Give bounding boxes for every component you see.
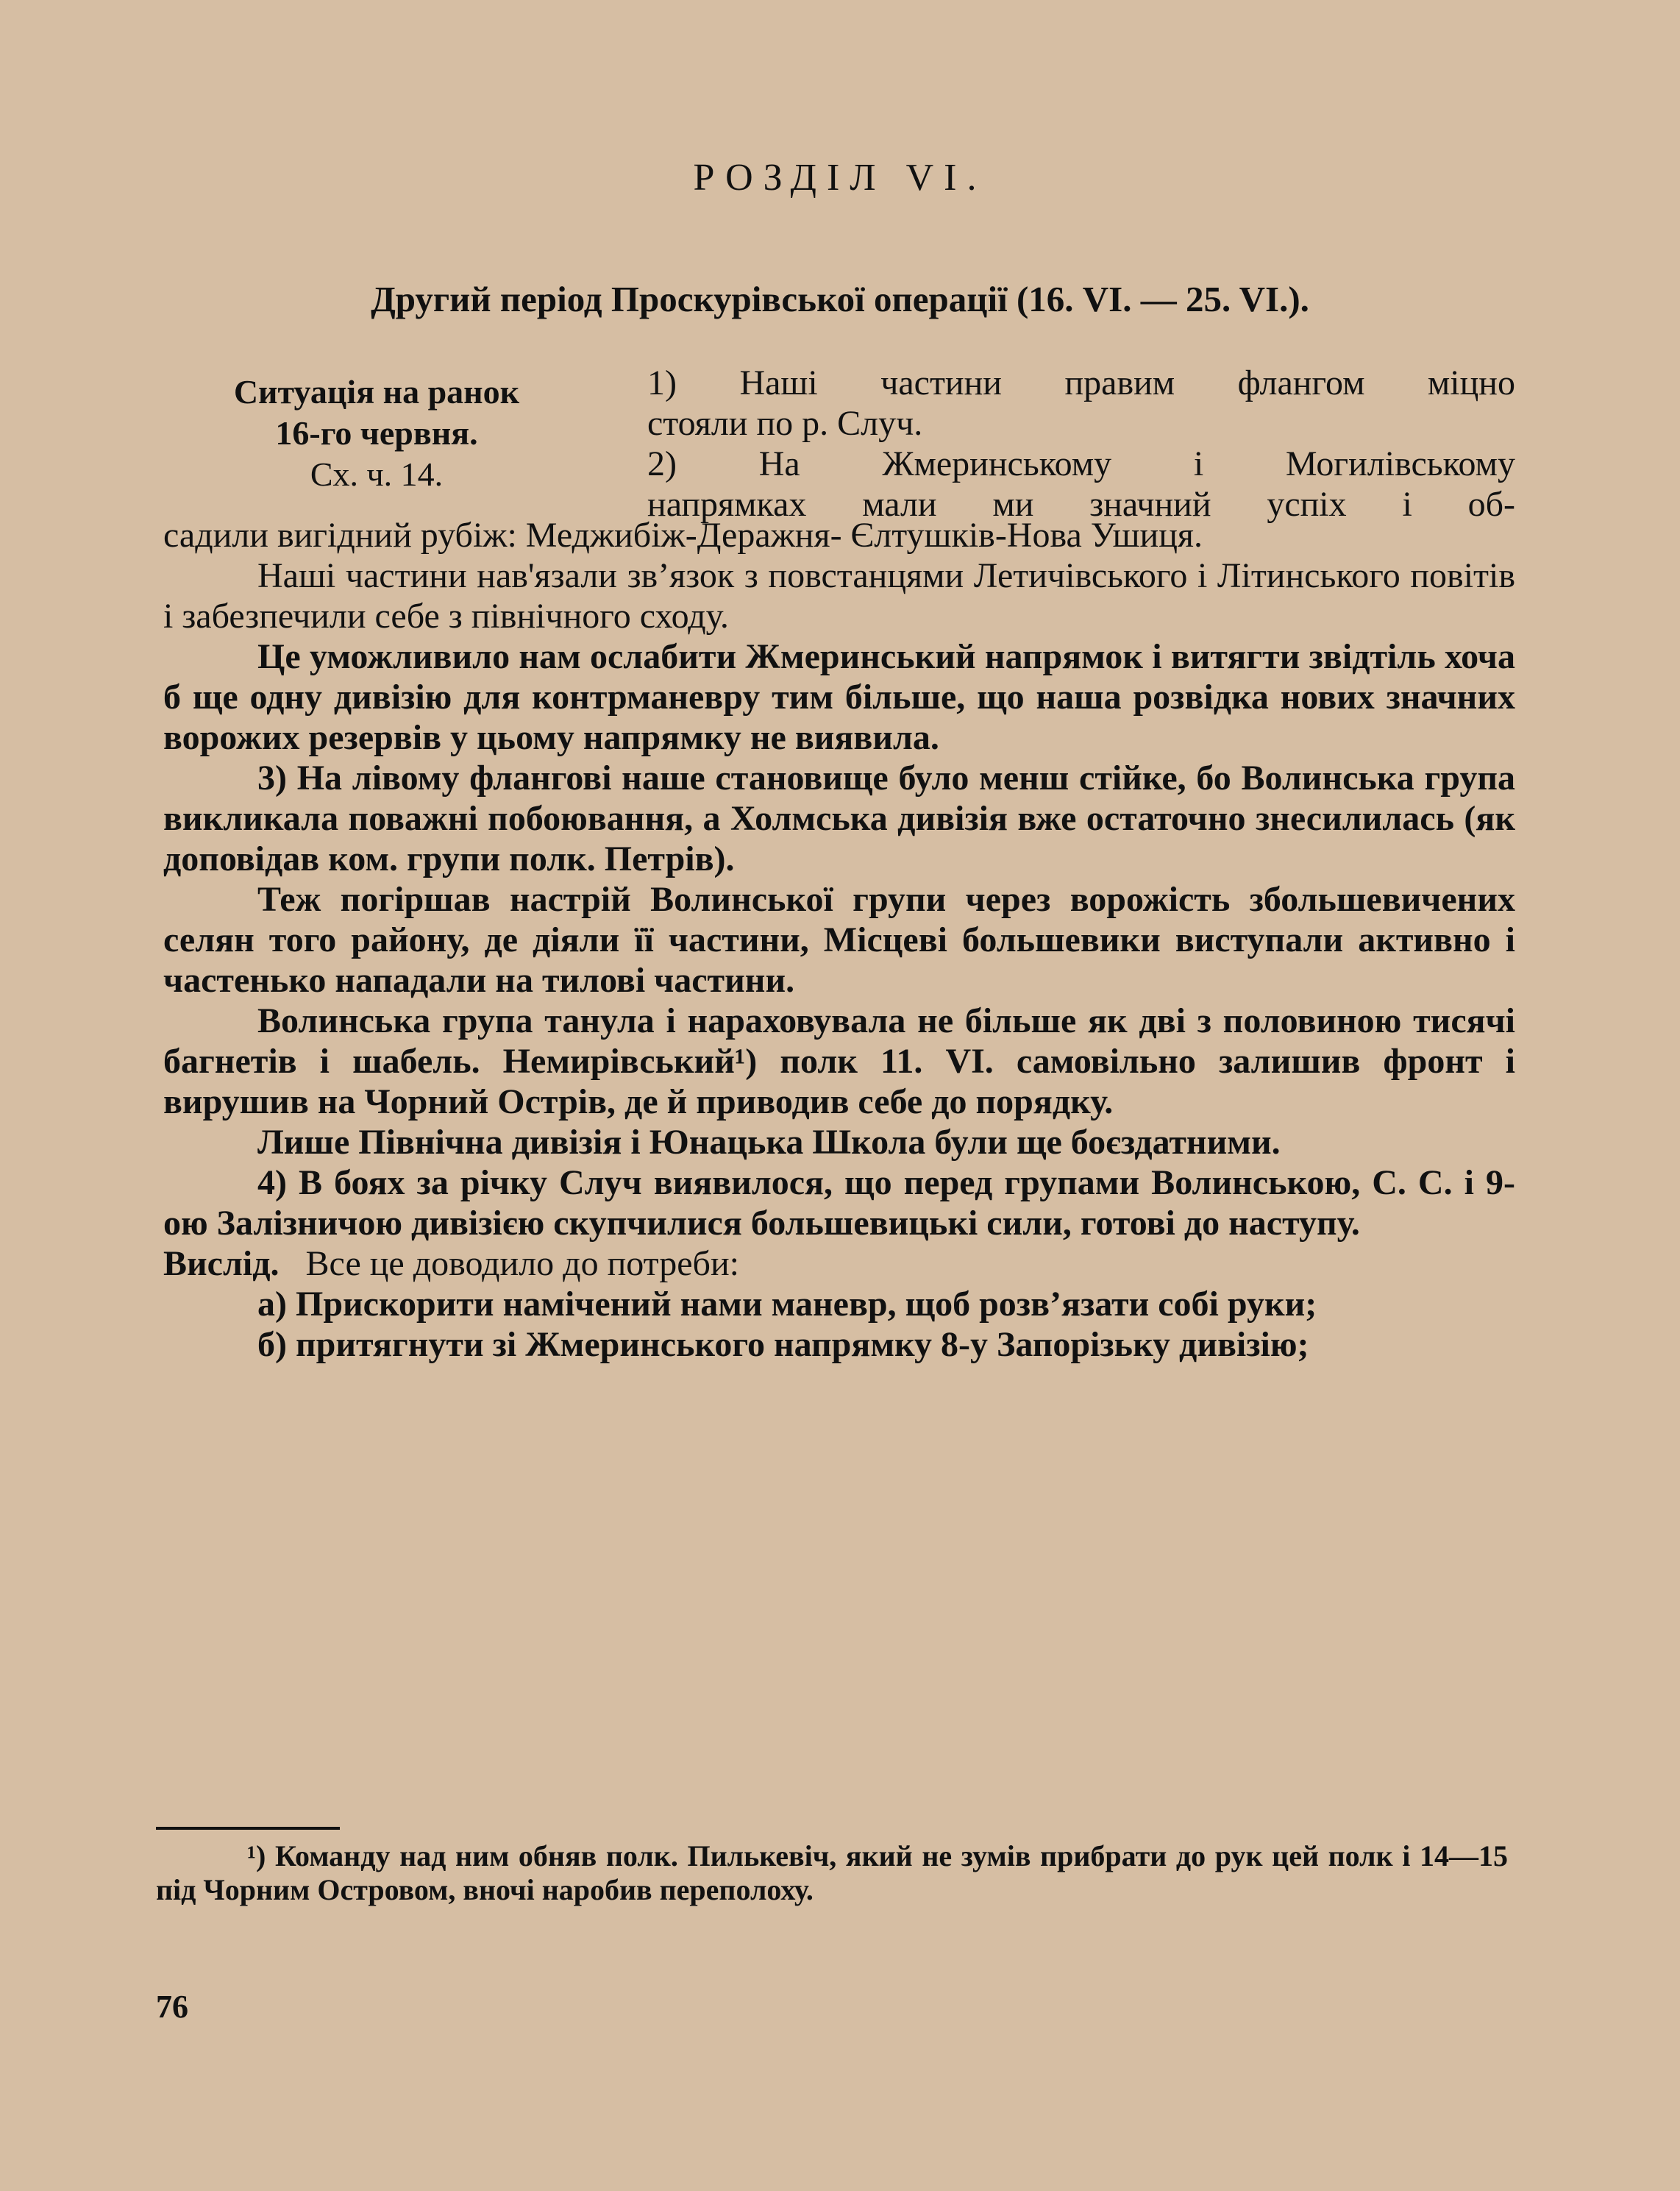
body-text bbox=[163, 515, 1515, 1365]
paragraph-8 bbox=[163, 1243, 1515, 1284]
side-heading-line-2: 16-го червня. bbox=[275, 414, 478, 452]
paragraph-5: Волинська група танула і нараховувала не більше як дві з половиною тисячі багнетів і шабель. Немирівський¹) полк 11. VI. самовільно залишив фронт і вирушив на Чорний Острів, де й приводив себе до порядку. bbox=[163, 1001, 1515, 1121]
paragraph-6: Лише Північна дивізія і Юнацька Школа були ще боєздатними. bbox=[257, 1123, 1281, 1162]
conclusion-text: Все це доводило до потреби: bbox=[305, 1244, 739, 1283]
intro-line-2: стояли по р. Случ. bbox=[647, 404, 923, 443]
paragraph-9: а) Прискорити намічений нами маневр, щоб розв’язати собі руки; bbox=[257, 1285, 1317, 1324]
paragraph-10: б) притягнути зі Жмеринського напрямку 8-у Запорізьку дивізію; bbox=[257, 1325, 1309, 1364]
footnote bbox=[156, 1839, 1508, 1907]
paragraph-2: Це уможливило нам ослабити Жмеринський напрямок і витягти звідтіль хоча б ще одну дивізію для контрманевру тим більше, що наша розвідка нових значних ворожих резервів у цьому напрямку не виявила. bbox=[163, 637, 1515, 757]
side-heading bbox=[171, 372, 583, 495]
paragraph-1: Наші частини нав'язали зв’язок з повстанцями Летичівського і Літинського повітів і забезпечили себе з північного сходу. bbox=[163, 556, 1515, 636]
section-title: Другий період Проскурівської операції (16. VI. — 25. VI.). bbox=[371, 279, 1309, 319]
side-heading-line-1: Ситуація на ранок bbox=[233, 373, 520, 411]
paragraph-0: садили вигідний рубіж: Меджибіж-Деражня- Єлтушків-Нова Ушиця. bbox=[163, 516, 1203, 555]
paragraph-3: 3) На лівому флангові наше становище було менш стійке, бо Волинська група викликала поважні побоювання, а Холмська дивізія вже остаточно знесилилась (як доповідав ком. групи полк. Петрів). bbox=[163, 759, 1515, 878]
conclusion-label: Вислід. bbox=[163, 1244, 280, 1283]
paragraph-4: Теж погіршав настрій Волинської групи через ворожість збольшевичених селян того району, де діяли її частини, Місцеві большевики виступали активно і частенько нападали на тилові частини. bbox=[163, 880, 1515, 1000]
intro-line-4: напрямках мали ми значний успіх і об- bbox=[647, 485, 1515, 524]
intro-line-3: 2) На Жмеринському і Могилівському bbox=[647, 444, 1515, 483]
footnote-divider bbox=[156, 1827, 340, 1830]
footnote-text: Команду над ним обняв полк. Пилькевіч, який не зумів прибрати до рук цей полк і 14—15 під Чорним Островом, вночі наробив переполоху. bbox=[156, 1839, 1509, 1906]
intro-line-1: 1) Наші частини правим флангом міцно bbox=[647, 363, 1515, 402]
footnote-marker: ¹) bbox=[247, 1839, 266, 1872]
chapter-title: РОЗДІЛ VI. bbox=[693, 157, 987, 199]
side-heading-line-3: Сх. ч. 14. bbox=[310, 455, 444, 493]
paragraph-7: 4) В боях за річку Случ виявилося, що перед групами Волинською, С. С. і 9-ою Залізничою дивізією скупчилися большевицькі сили, готові до наступу. bbox=[163, 1163, 1515, 1243]
page-number: 76 bbox=[156, 1989, 188, 2025]
